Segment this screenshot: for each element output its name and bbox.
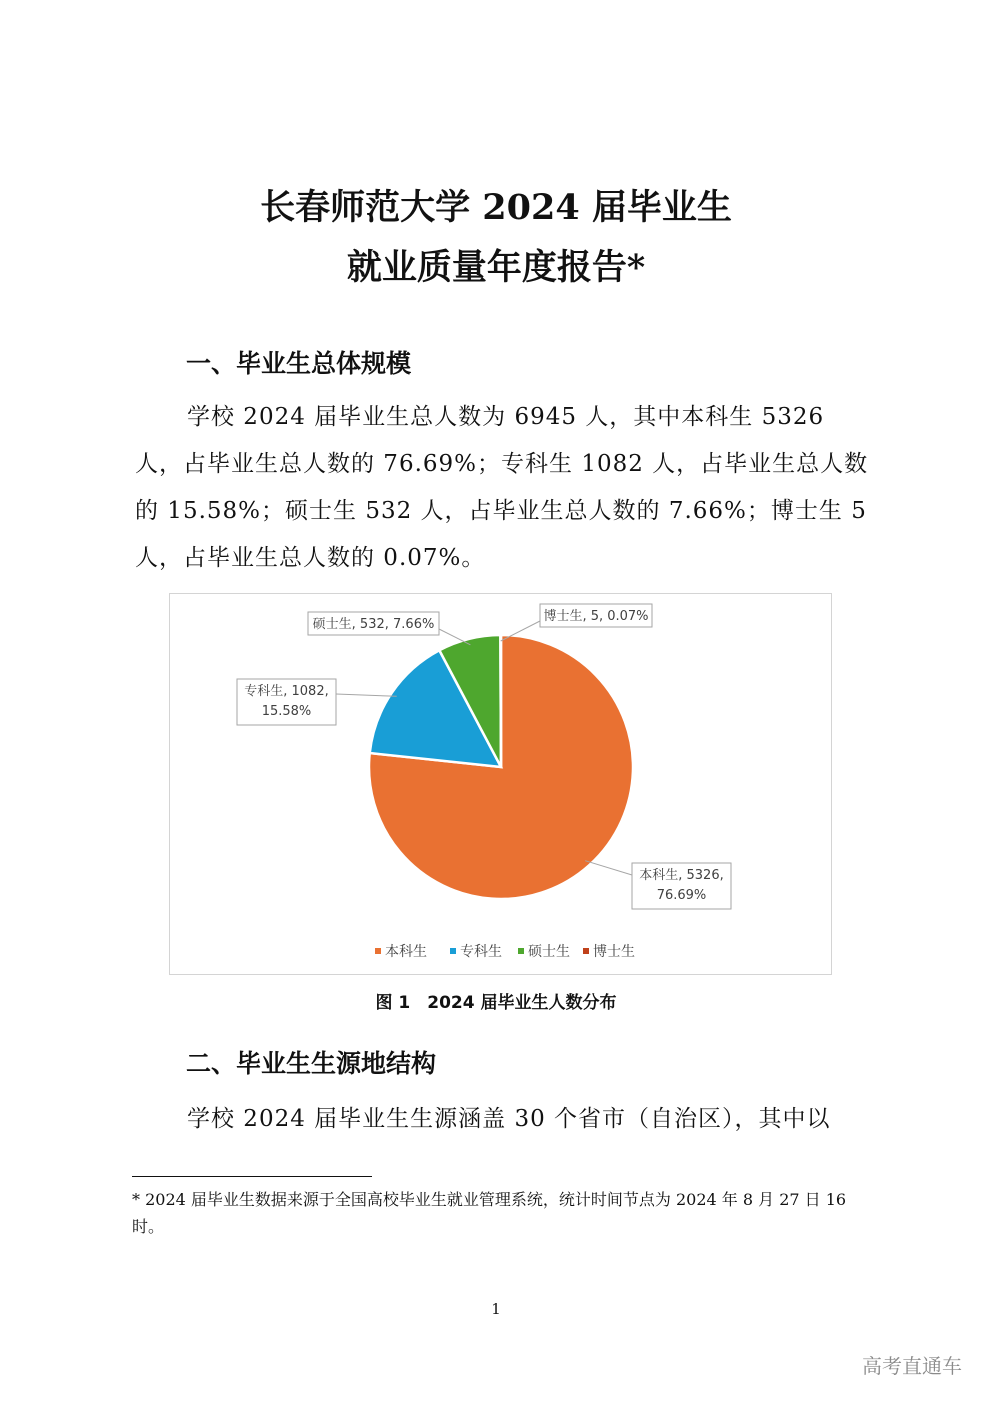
data-label-text: 博士生, 5, 0.07%: [543, 609, 649, 624]
pie-chart-frame: [169, 593, 832, 975]
legend-label-2: 专科生: [460, 944, 502, 960]
figure-caption: 图 1 2024 届毕业生人数分布: [375, 993, 617, 1013]
section-2-heading: 二、毕业生生源地结构: [186, 1049, 437, 1078]
section-2-paragraph: 学校 2024 届毕业生生源涵盖 30 个省市（自治区），其中以: [187, 1106, 831, 1132]
leader-line-1: [585, 861, 632, 875]
legend-marker-1: [375, 948, 381, 954]
section-1-heading: 一、毕业生总体规模: [186, 349, 412, 378]
pie-slice-4: [500, 635, 501, 767]
legend-label-1: 本科生: [385, 944, 427, 960]
pie-chart: [170, 594, 831, 974]
data-label-text: 专科生, 1082,: [244, 684, 329, 699]
leader-line-2: [336, 694, 397, 696]
data-label-text: 硕士生, 532, 7.66%: [312, 617, 435, 632]
report-title-line-2: 就业质量年度报告*: [346, 247, 646, 288]
legend-marker-2: [450, 948, 456, 954]
data-label-text: 15.58%: [261, 704, 312, 719]
section-1-paragraph: 学校 2024 届毕业生总人数为 6945 人，其中本科生 5326 人，占毕业生总人数的 76.69%；专科生 1082 人，占毕业生总人数的 15.58%；硕士生 532 人，占毕业生总人数的 7.66%；博士生 5 人，占毕业生总人数的 0.07%。: [135, 404, 869, 571]
legend-marker-3: [518, 948, 524, 954]
watermark: 高考直通车: [862, 1354, 962, 1378]
legend-label-4: 博士生: [593, 944, 635, 960]
legend-marker-4: [583, 948, 589, 954]
legend-label-3: 硕士生: [528, 944, 570, 960]
footnote: * 2024 届毕业生数据来源于全国高校毕业生就业管理系统，统计时间节点为 2024 年 8 月 27 日 16 时。: [132, 1190, 847, 1236]
footnote-divider: [132, 1176, 372, 1177]
page-number: 1: [491, 1300, 501, 1318]
data-label-text: 76.69%: [656, 888, 707, 903]
data-label-text: 本科生, 5326,: [639, 868, 724, 883]
report-title-line-1: 长春师范大学 2024 届毕业生: [260, 187, 732, 228]
